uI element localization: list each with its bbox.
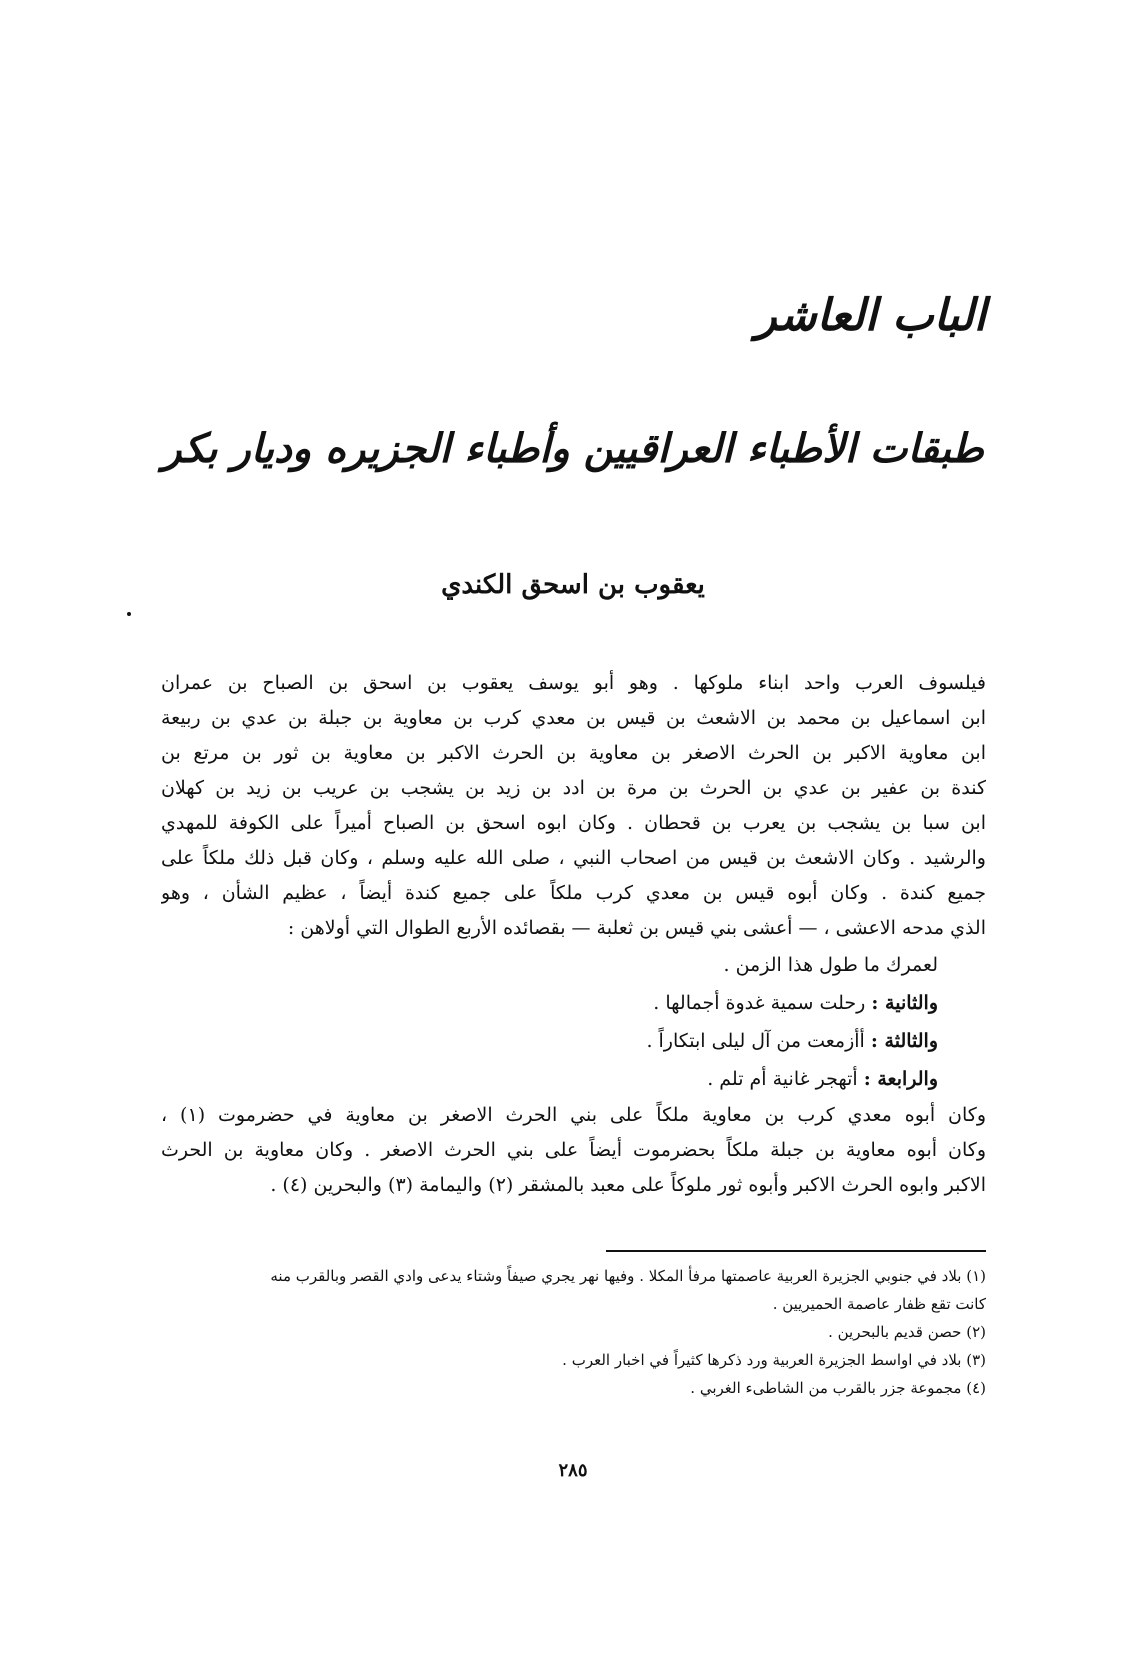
paragraph-line: ابن معاوية الاكبر بن الحرث الاصغر بن معاوية بن الحرث الاكبر بن معاوية بن ثور بن مرتع بن xyxy=(161,742,986,764)
print-speck xyxy=(127,612,131,616)
chapter-title: الباب العاشر xyxy=(755,290,986,341)
poem-text: أأزمعت من آل ليلى ابتكاراً . xyxy=(646,1030,865,1052)
paragraph-line: جميع كندة . وكان أبوه قيس بن معدي كرب ملكاً على جميع كندة أيضاً ، عظيم الشأن ، وهو xyxy=(161,882,986,904)
section-title: طبقات الأطباء العراقيين وأطباء الجزيره وديار بكر xyxy=(162,425,984,472)
footnote-continuation: كانت تقع ظفار عاصمة الحميريين . xyxy=(772,1295,986,1313)
paragraph-line: الاكبر وابوه الحرث الاكبر وأبوه ثور ملوكاً على معبد بالمشقر (٢) واليمامة (٣) والبحرين (٤) . xyxy=(270,1174,986,1196)
footnote-item: (٤) مجموعة جزر بالقرب من الشاطىء الغربي . xyxy=(690,1379,986,1397)
poem-label: والثانية : xyxy=(871,992,938,1014)
paragraph-line: ابن سبا بن يشجب بن يعرب بن قحطان . وكان ابوه اسحق بن الصباح أميراً على الكوفة للمهدي xyxy=(161,812,986,834)
footnotes xyxy=(161,1262,986,1402)
paragraph-line: ابن اسماعيل بن محمد بن الاشعث بن قيس بن معدي كرب بن معاوية بن جبلة بن عدي بن ربيعة xyxy=(161,707,986,729)
paragraph-line: وكان أبوه معدي كرب بن معاوية ملكاً على بني الحرث الاصغر بن معاوية في حضرموت (١) ، xyxy=(161,1104,986,1126)
page-number: ٢٨٥ xyxy=(558,1460,588,1481)
person-heading: يعقوب بن اسحق الكندي xyxy=(441,570,705,600)
poem-text: رحلت سمية غدوة أجمالها . xyxy=(653,992,866,1014)
paragraph-line: فيلسوف العرب واحد ابناء ملوكها . وهو أبو يوسف يعقوب بن اسحق بن الصباح بن عمران xyxy=(161,672,986,694)
footnote-item: (٢) حصن قديم بالبحرين . xyxy=(828,1323,986,1341)
paragraph-line: كندة بن عفير بن عدي بن الحرث بن مرة بن ادد بن زيد بن يشجب بن عريب بن زيد بن كهلان xyxy=(161,777,986,799)
poem-label: والرابعة : xyxy=(863,1068,938,1090)
paragraph-line: وكان أبوه معاوية بن جبلة ملكاً بحضرموت أيضاً على بني الحرث الاصغر . وكان معاوية بن الحرث xyxy=(161,1139,986,1161)
poem-text: لعمرك ما طول هذا الزمن . xyxy=(723,954,938,976)
poem-opening-line xyxy=(161,946,986,984)
footnote-item: (٣) بلاد في اواسط الجزيرة العربية ورد ذكرها كثيراً في اخبار العرب . xyxy=(562,1351,986,1369)
body-text xyxy=(161,666,986,1203)
footnote-item: (١) بلاد في جنوبي الجزيرة العربية عاصمتها مرفأ المكلا . وفيها نهر يجري صيفاً وشتاء يدعى وادي القصر وبالقرب منه xyxy=(270,1267,986,1285)
poem-opening-line xyxy=(161,1022,986,1060)
paragraph-line: والرشيد . وكان الاشعث بن قيس من اصحاب النبي ، صلى الله عليه وسلم ، وكان قبل ذلك ملكاً على xyxy=(161,847,986,869)
poem-label: والثالثة : xyxy=(870,1030,938,1052)
poem-opening-line xyxy=(161,1060,986,1098)
paragraph-line: الذي مدحه الاعشى ، — أعشى بني قيس بن ثعلبة — بقصائده الأربع الطوال التي أولاهن : xyxy=(287,917,986,939)
poem-opening-line xyxy=(161,984,986,1022)
footnote-separator xyxy=(606,1250,986,1252)
poem-text: أتهجر غانية أم تلم . xyxy=(707,1068,858,1090)
